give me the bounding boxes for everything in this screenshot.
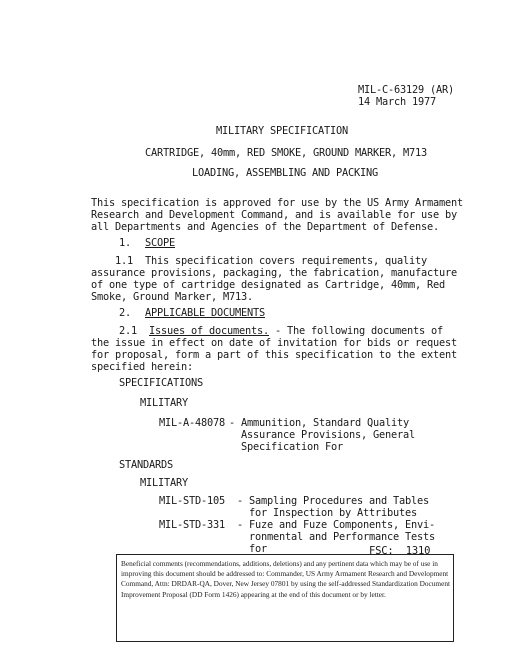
- comments-notice-text: Beneficial comments (recommendations, additions, deletions) and any pertinent data which may be of use in improving this document should be addressed to: Commander, US Army Armament Research and Development Command, Attn: DRDAR-QA, Dover, New Jersey 07801 by using the self-addressed Standardization Document Improvement Proposal (DD Form 1426) appearing at the end of this document or by letter.: [121, 559, 451, 599]
- std-doc-number: MIL-STD-331: [159, 519, 225, 531]
- section2-para-line: the issue in effect on date of invitation for bids or request: [91, 337, 457, 349]
- comments-notice-box: [116, 554, 454, 642]
- section2-para-line: for proposal, form a part of this specification to the extent: [91, 349, 457, 361]
- spec-doc-number: MIL-A-48078: [159, 417, 225, 429]
- spec-doc-title-line: Specification For: [229, 441, 343, 453]
- std-doc-title-line: for: [237, 543, 267, 555]
- section1-para-line: 1.1 This specification covers requirements, quality: [91, 255, 427, 267]
- section2-sub-title: Issues of documents.: [149, 325, 269, 337]
- spec-subject: CARTRIDGE, 40mm, RED SMOKE, GROUND MARKER, M713: [145, 147, 427, 159]
- section1-para-line: assurance provisions, packaging, the fabrication, manufacture: [91, 267, 457, 279]
- std-doc-title-line: for Inspection by Attributes: [237, 507, 417, 519]
- section1-para-line: of one type of cartridge designated as Cartridge, 40mm, Red: [91, 279, 445, 291]
- standards-military: MILITARY: [140, 477, 188, 489]
- section2-para-line: specified herein:: [91, 361, 193, 373]
- std-doc-title-line: - Fuze and Fuze Components, Envi-: [237, 519, 435, 531]
- section2-heading: APPLICABLE DOCUMENTS: [145, 307, 265, 319]
- section1-number: 1.: [119, 237, 131, 249]
- approval-line: Research and Development Command, and is available for use by: [91, 209, 457, 221]
- section2-sub-rest: - The following documents of: [269, 325, 443, 337]
- fsc-code: FSC: 1310: [369, 545, 431, 557]
- doc-number: MIL-C-63129 (AR): [358, 84, 454, 96]
- standards-heading: STANDARDS: [119, 459, 173, 471]
- specifications-heading: SPECIFICATIONS: [119, 377, 203, 389]
- doc-date: 14 March 1977: [358, 96, 436, 108]
- std-doc-title-line: - Sampling Procedures and Tables: [237, 495, 429, 507]
- section2-number: 2.: [119, 307, 131, 319]
- section2-sub-line: [119, 325, 443, 337]
- std-doc-number: MIL-STD-105: [159, 495, 225, 507]
- specifications-military: MILITARY: [140, 397, 188, 409]
- spec-subtitle: LOADING, ASSEMBLING AND PACKING: [192, 167, 378, 179]
- std-doc-title-line: ronmental and Performance Tests: [237, 531, 435, 543]
- spec-title: MILITARY SPECIFICATION: [216, 125, 348, 137]
- approval-line: all Departments and Agencies of the Department of Defense.: [91, 221, 439, 233]
- section2-sub-number: 2.1: [119, 325, 137, 337]
- spec-doc-title-line: Assurance Provisions, General: [229, 429, 415, 441]
- section1-para-line: Smoke, Ground Marker, M713.: [91, 291, 253, 303]
- approval-line: This specification is approved for use by the US Army Armament: [91, 197, 463, 209]
- section1-heading: SCOPE: [145, 237, 175, 249]
- spec-doc-title-line: - Ammunition, Standard Quality: [229, 417, 409, 429]
